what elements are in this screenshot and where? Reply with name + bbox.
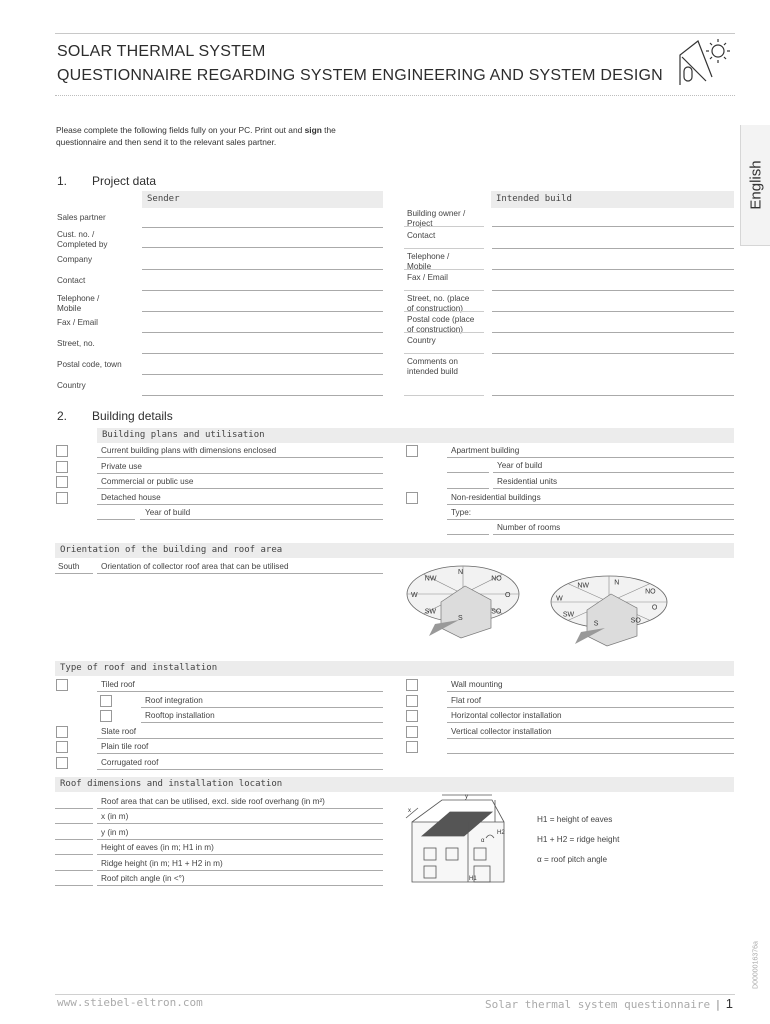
sender-field-label: Postal code, town bbox=[57, 360, 122, 369]
installation-checkbox[interactable] bbox=[406, 710, 418, 722]
intended-field-label: Comments on intended build bbox=[407, 357, 458, 376]
dimension-rule bbox=[97, 808, 383, 809]
compass-rose-icon bbox=[407, 566, 519, 638]
sender-field-label: Street, no. bbox=[57, 339, 95, 348]
legend-pitch: α = roof pitch angle bbox=[537, 855, 608, 864]
compass-diagram-1 bbox=[405, 562, 525, 654]
dimension-rule bbox=[97, 854, 383, 855]
roof-type-label: Plain tile roof bbox=[101, 742, 149, 751]
plans-year-label: Year of build bbox=[145, 508, 191, 517]
installation-checkbox[interactable] bbox=[406, 679, 418, 691]
residential-units-label: Residential units bbox=[497, 477, 558, 486]
dimension-label: y (in m) bbox=[101, 828, 129, 837]
roof-type-label: Tiled roof bbox=[101, 680, 135, 689]
orientation-underline bbox=[97, 573, 383, 574]
installation-label: Wall mounting bbox=[451, 680, 503, 689]
intended-field-rule bbox=[404, 226, 484, 227]
orientation-header bbox=[55, 543, 734, 558]
roof-type-checkbox[interactable] bbox=[56, 679, 68, 691]
dimension-input[interactable] bbox=[55, 854, 93, 855]
intended-field-label: Fax / Email bbox=[407, 273, 448, 282]
intended-field-input[interactable] bbox=[492, 269, 734, 270]
installation-label: Horizontal collector installation bbox=[451, 711, 562, 720]
header-top-rule bbox=[55, 33, 735, 34]
number-of-rooms-input[interactable] bbox=[447, 534, 489, 535]
compass-rose-icon bbox=[551, 576, 667, 646]
intended-field-input[interactable] bbox=[492, 248, 734, 249]
intended-field-rule bbox=[404, 290, 484, 291]
orientation-input-line[interactable] bbox=[55, 573, 93, 574]
solar-collector-sun-icon bbox=[676, 37, 734, 89]
sender-field-input[interactable] bbox=[142, 374, 383, 375]
sender-field-input[interactable] bbox=[142, 269, 383, 270]
sender-header-label: Sender bbox=[147, 194, 180, 204]
type-input[interactable] bbox=[447, 519, 734, 520]
roof-type-label: Slate roof bbox=[101, 727, 137, 736]
plans-option-rule bbox=[97, 473, 383, 474]
intro-text bbox=[56, 124, 416, 148]
sender-field-label: Country bbox=[57, 381, 86, 390]
intended-field-rule bbox=[404, 332, 484, 333]
diagram-label-alpha: α bbox=[481, 838, 485, 844]
dimension-input[interactable] bbox=[55, 870, 93, 871]
roof-type-checkbox[interactable] bbox=[100, 695, 112, 707]
sender-field-input[interactable] bbox=[142, 353, 383, 354]
roof-type-rule bbox=[141, 707, 383, 708]
compass-label: NW bbox=[577, 582, 589, 590]
diagram-label-h1: H1 bbox=[469, 876, 477, 882]
language-label: English bbox=[747, 160, 765, 210]
legend-ridge: H1 + H2 = ridge height bbox=[537, 835, 620, 844]
installation-rule bbox=[447, 738, 734, 739]
compass-label: SW bbox=[562, 611, 575, 619]
roof-type-checkbox[interactable] bbox=[56, 757, 68, 769]
footer-doc-title: Solar thermal system questionnaire bbox=[485, 998, 711, 1011]
compass-label: SO bbox=[630, 617, 641, 625]
plans-option-label: Commercial or public use bbox=[101, 477, 194, 486]
intended-field-label: Street, no. (place of construction) bbox=[407, 294, 470, 313]
intended-field-input[interactable] bbox=[492, 332, 734, 333]
roof-type-rule bbox=[97, 753, 383, 754]
plans-header-label: Building plans and utilisation bbox=[102, 430, 265, 440]
plans-option-label: Detached house bbox=[101, 493, 161, 502]
plans-option-label: Private use bbox=[101, 462, 142, 471]
roof-header-label: Type of roof and installation bbox=[60, 663, 218, 673]
compass-label: S bbox=[593, 620, 599, 628]
roof-type-label: Corrugated roof bbox=[101, 758, 159, 767]
apartment-rule bbox=[447, 457, 734, 458]
plans-header bbox=[97, 428, 734, 443]
title-line-2: QUESTIONNAIRE REGARDING SYSTEM ENGINEERING AND SYSTEM DESIGN bbox=[57, 67, 663, 84]
apartment-year-label: Year of build bbox=[497, 461, 543, 470]
orientation-prefix: South bbox=[58, 562, 80, 571]
section2-title: Building details bbox=[92, 409, 173, 423]
year-of-build-input[interactable] bbox=[97, 519, 135, 520]
compass-label: W bbox=[556, 595, 563, 603]
compass-label: SW bbox=[424, 608, 437, 616]
intended-field-input[interactable] bbox=[492, 353, 734, 354]
compass-label: NW bbox=[424, 575, 437, 583]
sender-header bbox=[55, 191, 383, 208]
orientation-label: Orientation of collector roof area that can be utilised bbox=[101, 562, 289, 571]
compass-label: SO bbox=[491, 608, 502, 616]
sender-field-label: Cust. no. / Completed by bbox=[57, 230, 108, 249]
section1-title: Project data bbox=[92, 174, 157, 188]
intended-field-input[interactable] bbox=[492, 226, 734, 227]
sender-field-label: Sales partner bbox=[57, 213, 106, 222]
diagram-label-y: y bbox=[465, 794, 468, 800]
installation-rule bbox=[447, 707, 734, 708]
roof-type-checkbox[interactable] bbox=[100, 710, 112, 722]
installation-checkbox[interactable] bbox=[406, 695, 418, 707]
intro-line2: questionnaire and then send it to the relevant sales partner. bbox=[56, 137, 277, 147]
intended-field-rule bbox=[404, 248, 484, 249]
apartment-label: Apartment building bbox=[451, 446, 520, 455]
dimension-label: x (in m) bbox=[101, 812, 129, 821]
language-tab[interactable] bbox=[740, 125, 770, 246]
dimension-input[interactable] bbox=[55, 823, 93, 824]
non-residential-checkbox[interactable] bbox=[406, 492, 418, 504]
plans-checkbox[interactable] bbox=[56, 492, 68, 504]
compass-label: S bbox=[458, 615, 463, 622]
number-of-rooms-label: Number of rooms bbox=[497, 523, 561, 532]
non-residential-rule bbox=[447, 504, 734, 505]
roof-header bbox=[55, 661, 734, 676]
sender-field-label: Telephone / Mobile bbox=[57, 294, 100, 313]
intended-field-label: Country bbox=[407, 336, 436, 345]
intended-field-rule bbox=[404, 395, 484, 396]
intended-field-input[interactable] bbox=[492, 395, 734, 396]
sender-field-input[interactable] bbox=[142, 332, 383, 333]
compass-label: O bbox=[651, 604, 658, 612]
installation-label: Flat roof bbox=[451, 696, 482, 705]
dims-header-label: Roof dimensions and installation location bbox=[60, 779, 283, 789]
intended-field-rule bbox=[404, 311, 484, 312]
intro-line1-post: the bbox=[321, 125, 336, 135]
compass-label: N bbox=[458, 569, 464, 576]
apartment-checkbox[interactable] bbox=[406, 445, 418, 457]
compass-label: O bbox=[505, 592, 511, 599]
sender-field-input[interactable] bbox=[142, 395, 383, 396]
footer-separator: | bbox=[714, 998, 722, 1011]
plans-checkbox[interactable] bbox=[56, 445, 68, 457]
compass-label: N bbox=[614, 579, 620, 587]
page-number: 1 bbox=[725, 996, 733, 1011]
intended-field-label: Telephone / Mobile bbox=[407, 252, 450, 271]
roof-type-label: Roof integration bbox=[145, 696, 203, 705]
type-label: Type: bbox=[451, 508, 472, 517]
dimension-rule bbox=[97, 823, 383, 824]
roof-type-checkbox[interactable] bbox=[56, 726, 68, 738]
sender-field-label: Fax / Email bbox=[57, 318, 98, 327]
apartment-year-rule bbox=[493, 472, 734, 473]
plans-checkbox[interactable] bbox=[56, 476, 68, 488]
number-of-rooms-rule bbox=[493, 534, 734, 535]
document-code bbox=[748, 920, 764, 1010]
plans-option-rule bbox=[97, 457, 383, 458]
plans-checkbox[interactable] bbox=[56, 461, 68, 473]
dimension-label: Height of eaves (in m; H1 in m) bbox=[101, 843, 214, 852]
installation-rule bbox=[447, 722, 734, 723]
dimension-label: Roof pitch angle (in <°) bbox=[101, 874, 185, 883]
header-bottom-rule bbox=[55, 95, 735, 96]
house-roof-diagram bbox=[402, 792, 524, 886]
intended-field-label: Postal code (place of construction) bbox=[407, 315, 475, 334]
installation-label: Vertical collector installation bbox=[451, 727, 552, 736]
compass-label: NO bbox=[491, 575, 502, 583]
intro-line1-pre: Please complete the following fields fully on your PC. Print out and bbox=[56, 125, 305, 135]
orientation-header-label: Orientation of the building and roof area bbox=[60, 545, 283, 555]
compass-label: NO bbox=[645, 588, 656, 596]
dims-header bbox=[55, 777, 734, 792]
roof-type-rule bbox=[97, 769, 383, 770]
intended-field-rule bbox=[404, 269, 484, 270]
intended-field-label: Contact bbox=[407, 231, 436, 240]
intro-sign-bold: sign bbox=[304, 125, 322, 135]
plans-option-label: Current building plans with dimensions enclosed bbox=[101, 446, 277, 455]
title-line-1: SOLAR THERMAL SYSTEM bbox=[57, 43, 266, 60]
roof-type-rule bbox=[141, 722, 383, 723]
dimension-rule bbox=[97, 839, 383, 840]
diagram-label-h2: H2 bbox=[497, 830, 505, 836]
document-code-label: D0000016376a bbox=[752, 941, 760, 989]
plans-option-rule bbox=[97, 488, 383, 489]
sender-field-input[interactable] bbox=[142, 227, 383, 228]
sender-field-label: Company bbox=[57, 255, 93, 264]
intended-header-label: Intended build bbox=[496, 194, 572, 204]
roof-type-rule bbox=[97, 691, 383, 692]
intended-field-label: Building owner / Project bbox=[407, 209, 466, 228]
compass-label: W bbox=[411, 592, 418, 599]
dimension-input[interactable] bbox=[55, 885, 93, 886]
dimension-input[interactable] bbox=[55, 839, 93, 840]
roof-type-label: Rooftop installation bbox=[145, 711, 215, 720]
dimension-input[interactable] bbox=[55, 808, 93, 809]
roof-type-rule bbox=[97, 738, 383, 739]
legend-eaves: H1 = height of eaves bbox=[537, 815, 613, 824]
installation-checkbox[interactable] bbox=[406, 726, 418, 738]
plans-option-rule bbox=[97, 504, 383, 505]
section1-number: 1. bbox=[57, 174, 68, 188]
sender-field-input[interactable] bbox=[142, 311, 383, 312]
footer-website[interactable]: www.stiebel-eltron.com bbox=[57, 996, 203, 1009]
intended-header bbox=[404, 191, 734, 208]
plans-year-rule bbox=[140, 519, 383, 520]
installation-rule-extra bbox=[447, 753, 734, 754]
dimension-label: Ridge height (in m; H1 + H2 in m) bbox=[101, 859, 223, 868]
sender-field-input[interactable] bbox=[142, 247, 383, 248]
apartment-year-input[interactable] bbox=[447, 472, 489, 473]
section2-number: 2. bbox=[57, 409, 68, 423]
residential-units-rule bbox=[493, 488, 734, 489]
residential-units-input[interactable] bbox=[447, 488, 489, 489]
dimension-rule bbox=[97, 870, 383, 871]
dimension-label: Roof area that can be utilised, excl. side roof overhang (in m²) bbox=[101, 797, 325, 806]
compass-diagram-2 bbox=[549, 572, 671, 656]
intended-field-input[interactable] bbox=[492, 290, 734, 291]
installation-rule bbox=[447, 691, 734, 692]
intended-field-input[interactable] bbox=[492, 311, 734, 312]
intended-field-rule bbox=[404, 353, 484, 354]
diagram-label-x: x bbox=[408, 808, 411, 814]
sender-field-label: Contact bbox=[57, 276, 86, 285]
dimension-rule bbox=[97, 885, 383, 886]
non-residential-label: Non-residential buildings bbox=[451, 493, 541, 502]
sender-field-input[interactable] bbox=[142, 290, 383, 291]
installation-checkbox-extra[interactable] bbox=[406, 741, 418, 753]
roof-type-checkbox[interactable] bbox=[56, 741, 68, 753]
footer-doc-info bbox=[485, 995, 733, 1013]
